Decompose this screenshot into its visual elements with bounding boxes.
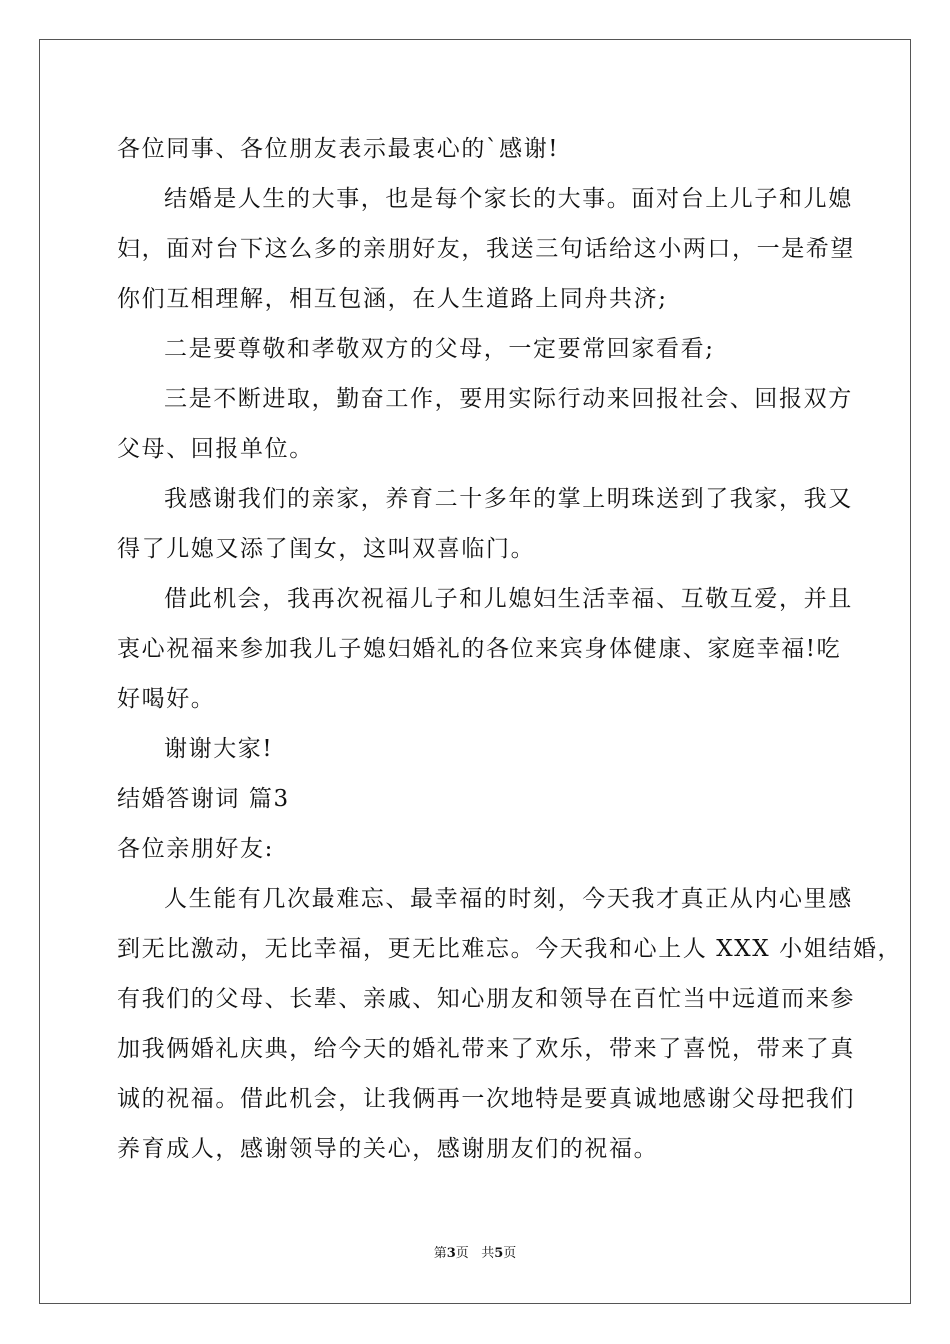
- text-line: 妇，面对台下这么多的亲朋好友，我送三句话给这小两口，一是希望: [117, 236, 855, 262]
- footer-page-unit: 页: [455, 1246, 469, 1261]
- text-line: 到无比激动，无比幸福，更无比难忘。今天我和心上人 XXX 小姐结婚，: [117, 936, 903, 962]
- paragraph-line: 人生能有几次最难忘、最幸福的时刻，今天我才真正从内心里感: [164, 886, 853, 912]
- text-line: 有我们的父母、长辈、亲戚、知心朋友和领导在百忙当中远道而来参: [117, 986, 855, 1012]
- document-body: [117, 124, 903, 1174]
- text-line: 好喝好。: [117, 686, 216, 712]
- total-page-count: 5: [494, 1246, 504, 1261]
- footer-total-prefix: 共: [481, 1246, 495, 1261]
- text-line: 各位同事、各位朋友表示最衷心的`感谢!: [117, 136, 560, 162]
- salutation: 各位亲朋好友:: [117, 836, 274, 862]
- footer-prefix: 第: [433, 1246, 447, 1261]
- paragraph-line: 二是要尊敬和孝敬双方的父母，一定要常回家看看;: [164, 336, 715, 362]
- text-line: 得了儿媳又添了闺女，这叫双喜临门。: [117, 536, 536, 562]
- text-line: 衷心祝福来参加我儿子媳妇婚礼的各位来宾身体健康、家庭幸福!吃: [117, 636, 842, 662]
- current-page-number: 3: [446, 1246, 456, 1261]
- text-line: 养育成人，感谢领导的关心，感谢朋友们的祝福。: [117, 1136, 659, 1162]
- text-line: 诚的祝福。借此机会，让我俩再一次地特是要真诚地感谢父母把我们: [117, 1086, 855, 1112]
- paragraph-line: 谢谢大家!: [164, 736, 274, 762]
- text-line: 你们互相理解，相互包涵，在人生道路上同舟共济;: [117, 286, 668, 312]
- paragraph-line: 借此机会，我再次祝福儿子和儿媳妇生活幸福、互敬互爱，并且: [164, 586, 853, 612]
- footer-total-unit: 页: [503, 1246, 517, 1261]
- text-line: 父母、回报单位。: [117, 436, 314, 462]
- page-footer: [0, 1244, 950, 1264]
- paragraph-line: 结婚是人生的大事，也是每个家长的大事。面对台上儿子和儿媳: [164, 186, 853, 212]
- text-line: 加我俩婚礼庆典，给今天的婚礼带来了欢乐，带来了喜悦，带来了真: [117, 1036, 855, 1062]
- paragraph-line: 我感谢我们的亲家，养育二十多年的掌上明珠送到了我家，我又: [164, 486, 853, 512]
- section-heading: 结婚答谢词 篇3: [117, 786, 290, 812]
- paragraph-line: 三是不断进取，勤奋工作，要用实际行动来回报社会、回报双方: [164, 386, 853, 412]
